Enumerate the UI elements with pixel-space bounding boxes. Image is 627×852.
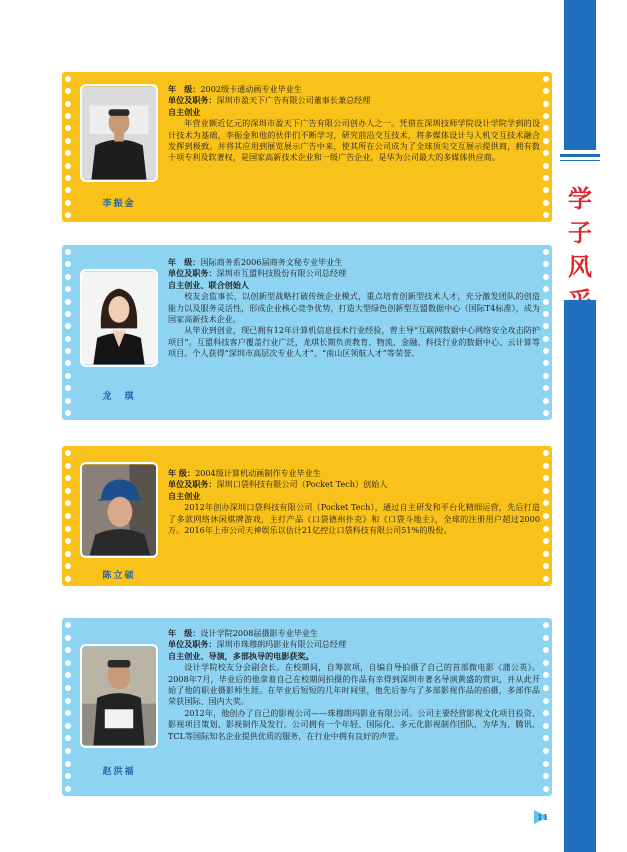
person-photo-icon — [82, 271, 156, 365]
page-number: 11 — [537, 812, 549, 822]
card-hole-strip-left — [65, 249, 71, 416]
person-photo-icon — [82, 646, 156, 746]
profile-info — [168, 628, 540, 742]
person-name: 赵洪福 — [102, 767, 136, 777]
profile-paragraph: 2012年，他创办了自己的影视公司——珠穆朗玛影业有限公司。公司主要经营影视文化项目投资、影视项目策划、影视制作及发行。公司拥有一个年轻、国际化、多元化影视制作团队，为华为、腾讯、TCL等国际知名企业提供优质的服务，在行业中拥有良好的声誉。 — [168, 707, 540, 741]
unit-label: 单位及职务： — [168, 639, 217, 650]
profile-card — [62, 618, 552, 796]
card-hole-strip-right — [543, 450, 549, 582]
unit-label: 单位及职务： — [168, 95, 217, 106]
profile-paragraph: 校友会监事长，以创新型战略打破传统企业模式，重点培育创新型技术人才，充分激发团队的创造能力以及服务灵活性，形成企业核心竞争优势，打造大型绿色创新型互盟数据中心（国际T4标准），成为国家高新技术企业。 — [168, 291, 540, 325]
profile-card — [62, 446, 552, 586]
profile-tag: 自主创业、联合创始人 — [168, 279, 249, 290]
profile-info — [168, 257, 540, 360]
person-name: 李振金 — [102, 199, 136, 209]
profile-paragraph: 设计学院校友分会副会长。在校期间，自筹款项，自编自导拍摄了自己的首部微电影《蒲公英》。2008年7月，毕业后的他拿着自己在校期间拍摄的作品有幸得到深圳市著名导演黄盛的赏识，并从此开始了他的职业摄影师生涯。在毕业后短短的几年时间里，他先后参与了多部影视作品的拍摄，多部作品荣获国际、国内大奖。 — [168, 662, 540, 707]
profile-card — [62, 245, 552, 420]
unit-value: 深圳市盈天下广告有限公司董事长兼总经理 — [216, 95, 371, 106]
person-photo-icon — [82, 464, 156, 556]
profile-photo — [80, 644, 158, 748]
person-name: 陈立硕 — [102, 571, 136, 581]
unit-value: 深圳市互盟科技股份有限公司总经理 — [216, 268, 347, 279]
unit-label: 单位及职务： — [168, 479, 217, 490]
section-title-char: 风 — [568, 252, 592, 281]
grade-value: 设计学院2008届摄影专业毕业生 — [200, 628, 319, 638]
sidebar-bottom-bar — [564, 300, 596, 852]
sidebar-divider — [560, 154, 600, 157]
card-hole-strip-right — [543, 249, 549, 416]
grade-label: 年 级： — [168, 257, 201, 267]
section-sidebar — [564, 0, 596, 852]
grade-label: 年 级： — [168, 84, 201, 94]
profile-photo — [80, 84, 158, 182]
card-hole-strip-left — [65, 622, 71, 792]
profile-photo — [80, 462, 158, 558]
unit-value: 深圳市珠穆朗玛影业有限公司总经理 — [216, 639, 347, 650]
unit-label: 单位及职务： — [168, 268, 217, 279]
profile-tag: 自主创业 — [168, 490, 201, 501]
grade-value: 国际商务系2006届商务文秘专业毕业生 — [200, 257, 343, 267]
person-name: 龙 琪 — [102, 392, 136, 402]
profile-info — [168, 468, 540, 536]
section-title — [564, 182, 596, 318]
profile-paragraph: 2012年创办深圳口袋科技有限公司（Pocket Tech），通过自主研发和平台化精细运营，先后打造了多款网络休闲棋牌游戏，主打产品《口袋德州扑克》和《口袋斗地主》，全球的注册用户超过2000万。2016年上市公司天神娱乐以估计21亿控让口袋科技有限公司51%的股份。 — [168, 502, 540, 536]
section-title-char: 子 — [568, 218, 592, 247]
profile-paragraph: 年营业额近亿元的深圳市盈天下广告有限公司创办人之一。凭借在深圳技师学院设计学院学到的设计技术为基础，李振金和他的伙伴们不断学习，研究前沿交互技术，将多媒体设计与人机交互技术融合发挥到极致。并将其应用到展览展示广告中来，使其所在公司成为了全球顶尖交互展示提供商，拥有数十项专利及软著权，是国家高新技术企业和一级广告企业，是华为公司最大的多媒体供应商。 — [168, 118, 540, 163]
card-hole-strip-left — [65, 450, 71, 582]
section-title-char: 学 — [568, 184, 592, 213]
card-hole-strip-right — [543, 622, 549, 792]
person-photo-icon — [82, 86, 156, 180]
profile-photo — [80, 269, 158, 367]
grade-value: 2004级计算机动画制作专业毕业生 — [195, 468, 321, 478]
profile-tag: 自主创业 — [168, 106, 201, 117]
card-hole-strip-left — [65, 76, 71, 218]
grade-label: 年 级： — [168, 468, 196, 478]
profile-tag: 自主创业、导演，多部执导的电影获奖。 — [168, 650, 314, 661]
sidebar-top-bar — [564, 0, 596, 150]
profile-info — [168, 84, 540, 164]
grade-label: 年 级： — [168, 628, 201, 638]
profile-card — [62, 72, 552, 222]
profile-paragraph: 从毕业到创业，现已拥有12年计算机信息技术行业经验，曾主导“互联网数据中心网络安全攻击防护项目”。互盟科技客户覆盖行业广泛，龙琪长期负责教育、物流、金融、科技行业的数据中心、云计算等项目。个人获得“深圳市高层次专业人才”、“南山区领航人才”等荣誉。 — [168, 325, 540, 359]
grade-value: 2002级卡通动画专业毕业生 — [200, 84, 302, 94]
card-hole-strip-right — [543, 76, 549, 218]
unit-value: 深圳口袋科技有限公司（Pocket Tech）创始人 — [216, 479, 388, 490]
sidebar-divider-thin — [560, 160, 600, 161]
